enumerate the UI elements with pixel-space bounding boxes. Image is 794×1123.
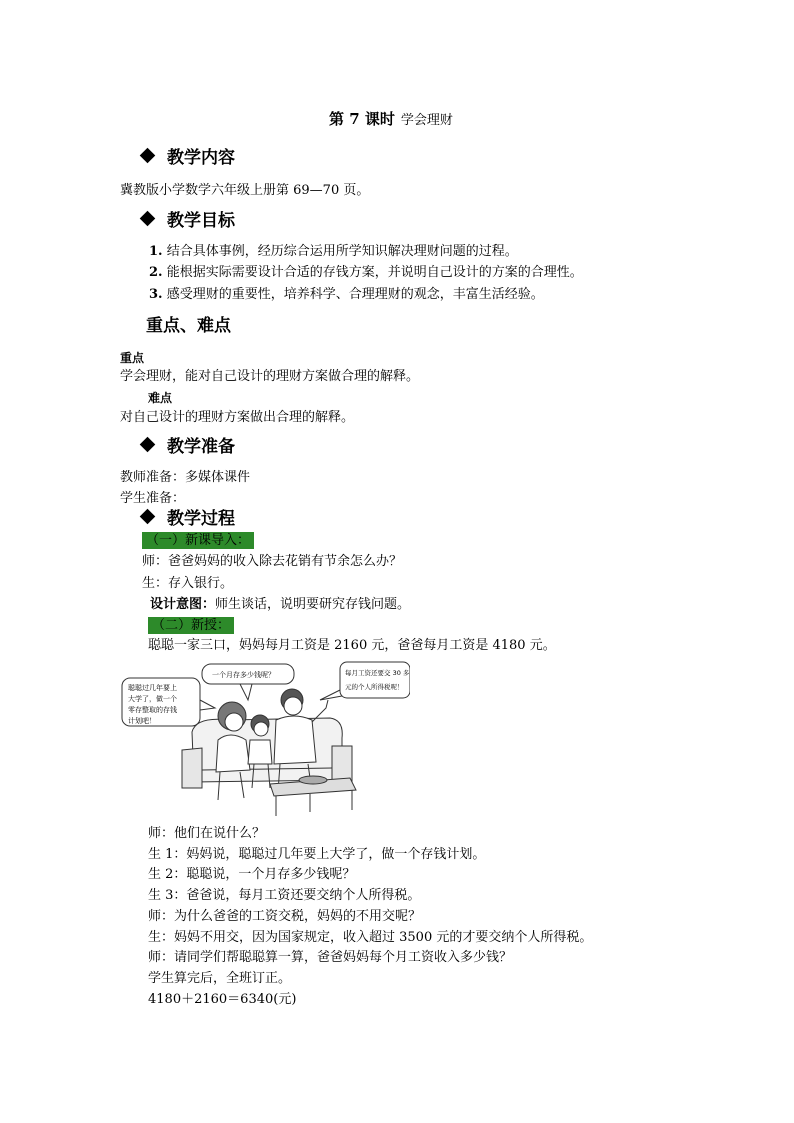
goal-number: 3. — [149, 287, 163, 302]
content-text: 冀教版小学数学六年级上册第 69—70 页。 — [120, 183, 370, 198]
dialogue-line: 师：他们在说什么？ — [148, 826, 266, 841]
family-illustration — [120, 660, 410, 820]
diamond-bullet-icon — [140, 509, 156, 525]
left-bubble-text-2: 大学了，做一个 — [128, 695, 177, 703]
goal-number: 1. — [149, 244, 163, 259]
middle-bubble-text: 一个月存多少钱呢？ — [212, 671, 275, 679]
diamond-bullet-icon — [140, 437, 156, 453]
key-text: 学会理财，能对自己设计的理财方案做合理的解释。 — [120, 369, 420, 384]
step1-label: （一）新课导入： — [142, 532, 254, 549]
heading-text: 教学内容 — [167, 148, 235, 168]
student-prep: 学生准备： — [120, 491, 186, 506]
goal-text: 能根据实际需要设计合适的存钱方案，并说明自己设计的方案的合理性。 — [166, 265, 583, 280]
dialogue-line: 生：妈妈不用交，因为国家规定，收入超过 3500 元的才要交纳个人所得税。 — [148, 930, 593, 945]
difficult-label: 难点 — [148, 391, 173, 405]
dialogue-line: 生 1：妈妈说，聪聪过几年要上大学了，做一个存钱计划。 — [148, 847, 486, 862]
goal-item — [149, 265, 583, 281]
key-label: 重点 — [120, 351, 145, 365]
section-heading-content — [142, 148, 235, 168]
difficult-text: 对自己设计的理财方案做出合理的解释。 — [120, 410, 355, 425]
step2-label: （二）新授： — [148, 617, 234, 634]
title-main: 第 7 课时 — [329, 110, 395, 128]
right-bubble-text-2: 元的个人所得税呢！ — [345, 683, 404, 691]
design-text: 师生谈话，说明要研究存钱问题。 — [215, 597, 411, 612]
calculation-line: 4180＋2160＝6340(元) — [148, 992, 297, 1007]
goal-text: 结合具体事例，经历综合运用所学知识解决理财问题的过程。 — [166, 244, 518, 259]
question-1: 师：爸爸妈妈的收入除去花销有节余怎么办？ — [142, 554, 403, 569]
dialogue-line: 学生算完后，全班订正。 — [148, 971, 292, 986]
left-bubble-text-1: 聪聪过几年要上 — [128, 684, 177, 692]
dialogue-line: 生 2：聪聪说，一个月存多少钱呢？ — [148, 867, 356, 882]
section-heading-process — [142, 509, 235, 529]
heading-text: 教学目标 — [167, 211, 235, 231]
goal-text: 感受理财的重要性，培养科学、合理理财的观念，丰富生活经验。 — [166, 287, 544, 302]
dialogue-line: 师：为什么爸爸的工资交税，妈妈的不用交呢？ — [148, 909, 422, 924]
goal-item — [149, 244, 518, 260]
dialogue-line: 师：请同学们帮聪聪算一算，爸爸妈妈每个月工资收入多少钱？ — [148, 950, 513, 965]
teacher-prep: 教师准备：多媒体课件 — [120, 470, 251, 485]
left-bubble-text-4: 计划吧！ — [128, 717, 156, 725]
design-label: 设计意图： — [150, 597, 216, 612]
diamond-bullet-icon — [140, 211, 156, 227]
section-heading-goals — [142, 211, 235, 231]
intro-text: 聪聪一家三口，妈妈每月工资是 2160 元，爸爸每月工资是 4180 元。 — [148, 638, 556, 653]
design-intent — [150, 597, 410, 613]
page-title — [329, 108, 453, 129]
heading-text: 教学准备 — [167, 437, 235, 457]
left-bubble-text-3: 零存整取的存钱 — [128, 706, 177, 714]
goal-item — [149, 287, 544, 303]
answer-1: 生：存入银行。 — [142, 576, 234, 591]
dialogue-line: 生 3：爸爸说，每月工资还要交纳个人所得税。 — [148, 888, 421, 903]
title-sub: 学会理财 — [400, 113, 453, 128]
section-heading-prep — [142, 437, 235, 457]
section-heading-key: 重点、难点 — [146, 316, 231, 336]
goal-number: 2. — [149, 265, 163, 280]
heading-text: 教学过程 — [167, 509, 235, 529]
diamond-bullet-icon — [140, 148, 156, 164]
right-bubble-text-1: 每月工资还要交 30 多 — [345, 669, 410, 677]
family-sofa-illustration — [120, 660, 410, 820]
